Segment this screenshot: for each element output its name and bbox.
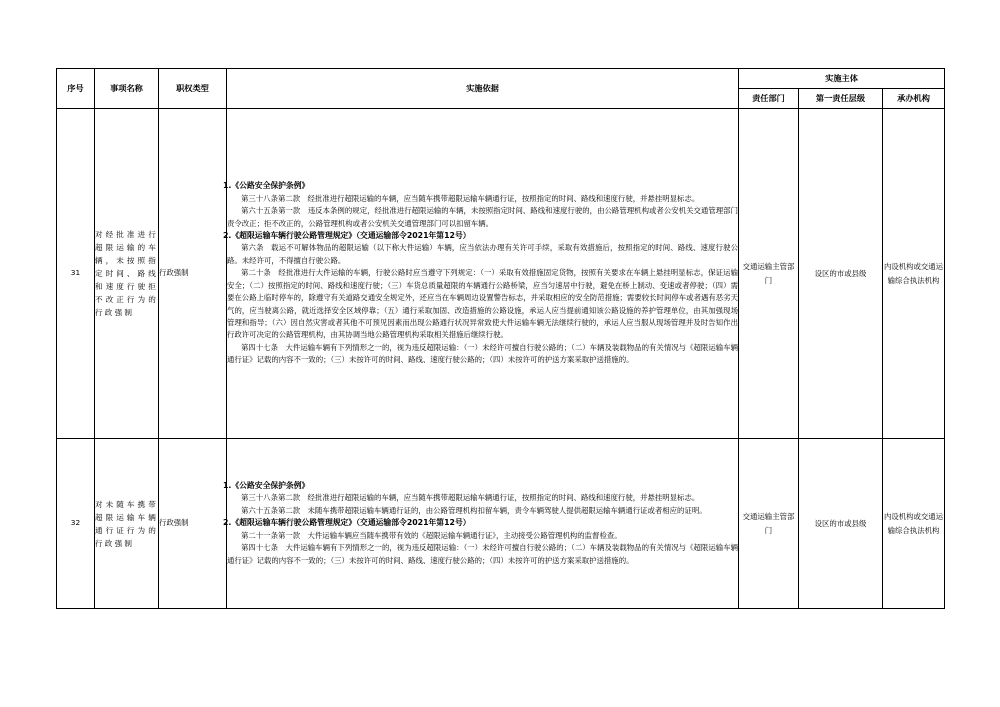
row-item-name: 对经批准进行超限运输的车辆，未按照指定时间、路线和速度行驶拒不改正行为的行政强制 (95, 109, 159, 439)
header-seq: 序号 (57, 69, 95, 109)
header-dept: 责任部门 (739, 89, 799, 109)
header-basis: 实施依据 (227, 69, 739, 109)
row-dept: 交通运输主管部门 (739, 439, 799, 609)
enforcement-table (56, 68, 945, 609)
row-seq: 32 (57, 439, 95, 609)
law-article: 第四十七条 大件运输车辆有下列情形之一的，视为违反超限运输：（一）未经许可擅自行驶公路的；（二）车辆及装载物品的有关情况与《超限运输车辆通行证》记载的内容不一致的；（三）未按许可的时间、路线、速度行驶公路的；（四）未按许可的护送方案采取护送措施的。 (227, 342, 738, 365)
row-org: 内设机构或交通运输综合执法机构 (883, 439, 945, 609)
row-org: 内设机构或交通运输综合执法机构 (883, 109, 945, 439)
header-subject: 实施主体 (739, 69, 945, 89)
law-title: 2.《超限运输车辆行驶公路管理规定》（交通运输部令2021年第12号） (223, 518, 471, 528)
header-org: 承办机构 (883, 89, 945, 109)
row-level: 设区的市或县级 (799, 439, 883, 609)
law-article: 第六十五条第一款 违反本条例的规定，经批准进行超限运输的车辆，未按照指定时间、路线和速度行驶的，由公路管理机构或者公安机关交通管理部门责令改正；拒不改正的，公路管理机构或者公安机关交通管理部门可以扣留车辆。 (227, 206, 738, 228)
law-title: 1.《公路安全保护条例》 (223, 481, 310, 491)
law-article: 第三十八条第二款 经批准进行超限运输的车辆，应当随车携带超限运输车辆通行证，按照指定的时间、路线和速度行驶，并悬挂明显标志。 (241, 193, 700, 203)
row-seq: 31 (57, 109, 95, 439)
table-row (57, 439, 945, 609)
law-article: 第六十五条第二款 未随车携带超限运输车辆通行证的，由公路管理机构扣留车辆，责令车辆驾驶人提供超限运输车辆通行证或者相应的证明。 (241, 505, 707, 515)
law-title: 2.《超限运输车辆行驶公路管理规定》（交通运输部令2021年第12号） (223, 231, 471, 241)
law-title: 1.《公路安全保护条例》 (223, 181, 310, 191)
header-item-name: 事项名称 (95, 69, 159, 109)
law-article: 第六条 载运不可解体物品的超限运输（以下称大件运输）车辆，应当依法办理有关许可手续，采取有效措施后，按照指定的时间、路线、速度行驶公路。未经许可，不得擅自行驶公路。 (227, 243, 738, 265)
row-basis (223, 109, 739, 439)
row-item-name: 对未随车携带超限运输车辆通行证行为的行政强制 (95, 439, 159, 609)
law-article: 第二十一条第一款 大件运输车辆应当随车携带有效的《超限运输车辆通行证》，主动接受公路管理机构的监督检查。 (241, 530, 622, 540)
table-row (57, 109, 945, 439)
law-article: 第三十八条第二款 经批准进行超限运输的车辆，应当随车携带超限运输车辆通行证，按照指定的时间、路线和速度行驶，并悬挂明显标志。 (241, 493, 700, 503)
row-power-type: 行政强制 (159, 439, 227, 609)
header-power-type: 职权类型 (159, 69, 227, 109)
header-level: 第一责任层级 (799, 89, 883, 109)
row-dept: 交通运输主管部门 (739, 109, 799, 439)
law-article: 第四十七条 大件运输车辆有下列情形之一的，视为违反超限运输：（一）未经许可擅自行驶公路的；（二）车辆及装载物品的有关情况与《超限运输车辆通行证》记载的内容不一致的；（三）未按许可的时间、路线、速度行驶公路的；（四）未按许可的护送方案采取护送措施的。 (227, 543, 738, 565)
row-level: 设区的市或县级 (799, 109, 883, 439)
row-basis (223, 439, 739, 609)
law-article: 第二十条 经批准进行大件运输的车辆，行驶公路时应当遵守下列规定：（一）采取有效措施固定货物，按照有关要求在车辆上悬挂明显标志，保证运输安全；（二）按照指定的时间、路线和速度行驶；（三）车货总质量超限的车辆通行公路桥梁，应当匀速居中行驶，避免在桥上制动、变速或者停驶；（四）需要在公路上临时停车的，除遵守有关道路交通安全规定外，还应当在车辆周边设置警告标志，并采取相应的安全防范措施；需要较长时间停车或者遇有恶劣天气的，应当驶离公路，就近选择安全区域停靠；（五）通行采取加固、改造措施的公路设施，承运人应当提前通知该公路设施的养护管理单位，由其加强现场管理和指导；（六）因自然灾害或者其他不可预见因素而出现公路通行状况异常致使大件运输车辆无法继续行驶的，承运人应当服从现场管理并及时告知作出行政许可决定的公路管理机构，由其协调当地公路管理机构采取相关措施后继续行驶。 (227, 268, 738, 340)
row-power-type: 行政强制 (159, 109, 227, 439)
